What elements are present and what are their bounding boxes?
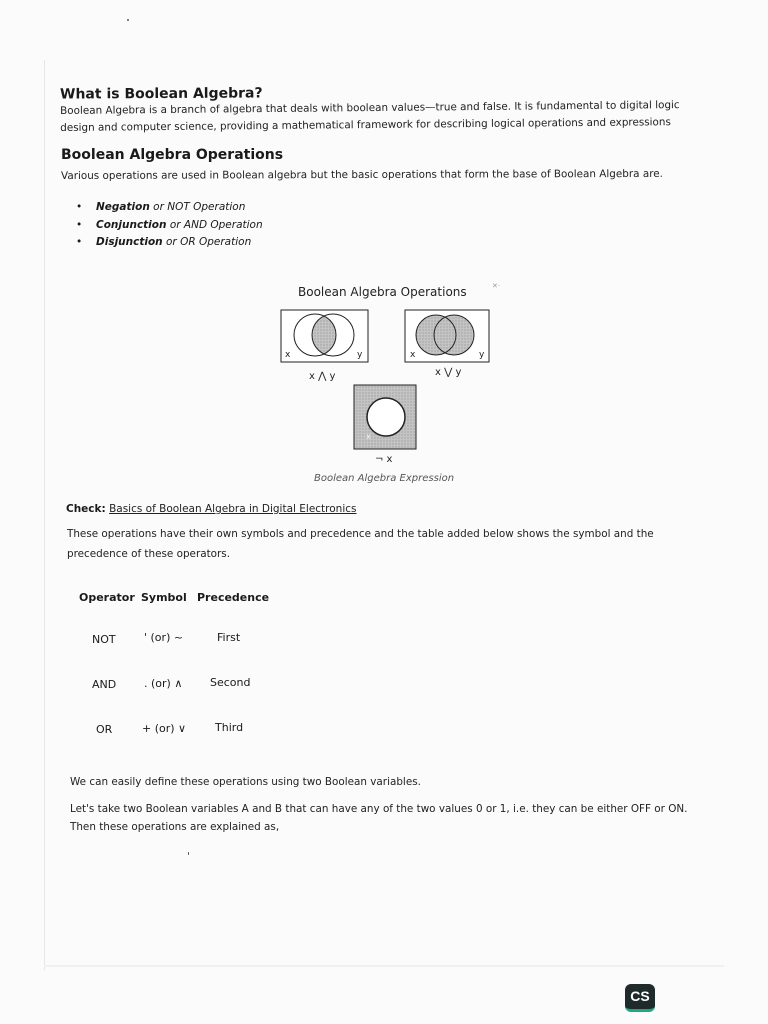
- intro-line-2: design and computer science, providing a mathematical framework for describing logical operations and expressions: [60, 116, 671, 134]
- check-line: [66, 503, 357, 515]
- operations-intro: Various operations are used in Boolean algebra but the basic operations that form the base of Boolean Algebra are.: [61, 167, 663, 182]
- table-header-precedence: Precedence: [197, 591, 270, 604]
- figure-title: Boolean Algebra Operations: [298, 285, 467, 299]
- bullet-icon: •: [76, 218, 83, 231]
- table-header-operator: Operator: [79, 591, 135, 604]
- bullet-rest: or NOT Operation: [149, 201, 246, 213]
- venn-diagrams: [275, 305, 515, 465]
- cell-operator: NOT: [92, 633, 116, 646]
- define-paragraph: We can easily define these operations using two Boolean variables.: [70, 776, 421, 788]
- and-label: x ⋀ y: [309, 371, 336, 382]
- and-venn-diagram: [281, 310, 368, 382]
- scan-speck: [188, 852, 189, 855]
- camscanner-logo-text: CS: [630, 988, 650, 1004]
- bullet-icon: •: [76, 201, 83, 213]
- precedence-intro-line-2: precedence of these operators.: [67, 548, 231, 560]
- bullet-rest: or AND Operation: [166, 218, 263, 231]
- not-label: ¬ x: [375, 454, 393, 465]
- cell-symbol: . (or) ∧: [144, 677, 183, 690]
- scan-mark: ✕·: [492, 282, 501, 290]
- not-venn-diagram: [354, 385, 416, 465]
- intro-line-1: Boolean Algebra is a branch of algebra that deals with boolean values—true and false. It is fundamental to digital logic: [60, 99, 680, 117]
- not-var-x: x: [366, 432, 371, 441]
- check-link[interactable]: Basics of Boolean Algebra in Digital Electronics: [109, 503, 357, 515]
- check-label: Check:: [66, 503, 106, 515]
- heading-boolean-algebra-operations: Boolean Algebra Operations: [61, 147, 284, 163]
- list-item: [76, 199, 263, 217]
- or-var-y: y: [479, 350, 485, 360]
- page-edge-left: [44, 60, 45, 970]
- precedence-intro-line-1: These operations have their own symbols and precedence and the table added below shows the symbol and the: [67, 528, 654, 540]
- intro-paragraph: [60, 97, 680, 137]
- cell-precedence: Third: [215, 721, 244, 734]
- table-header-symbol: Symbol: [141, 591, 187, 604]
- bullet-term: Conjunction: [96, 218, 167, 231]
- bullet-term: Negation: [96, 201, 150, 213]
- cell-precedence: First: [217, 631, 241, 644]
- page-edge-bottom: [44, 965, 724, 967]
- figure-caption: Boolean Algebra Expression: [314, 473, 455, 484]
- variables-line-2: Then these operations are explained as,: [70, 821, 280, 833]
- cell-symbol: + (or) ∨: [142, 722, 187, 735]
- cell-precedence: Second: [210, 676, 251, 689]
- bullet-term: Disjunction: [96, 236, 163, 248]
- list-item: [76, 217, 263, 235]
- scan-speck: [127, 19, 129, 21]
- or-venn-diagram: [405, 310, 489, 378]
- bullet-icon: •: [76, 236, 83, 248]
- variables-line-1: Let's take two Boolean variables A and B that can have any of the two values 0 or 1, i.e. they can be either OFF or ON.: [70, 803, 688, 815]
- bullet-rest: or OR Operation: [162, 236, 252, 248]
- heading-what-is-boolean-algebra: What is Boolean Algebra?: [59, 85, 263, 103]
- cell-symbol: ' (or) ~: [144, 631, 184, 644]
- camscanner-logo: [625, 984, 655, 1012]
- operations-list: [76, 199, 263, 252]
- list-item: [76, 234, 263, 252]
- and-var-y: y: [357, 350, 363, 360]
- or-var-x: x: [410, 350, 416, 360]
- cell-operator: AND: [92, 678, 117, 691]
- cell-operator: OR: [96, 723, 113, 736]
- and-var-x: x: [285, 350, 291, 360]
- or-label: x ⋁ y: [435, 367, 462, 378]
